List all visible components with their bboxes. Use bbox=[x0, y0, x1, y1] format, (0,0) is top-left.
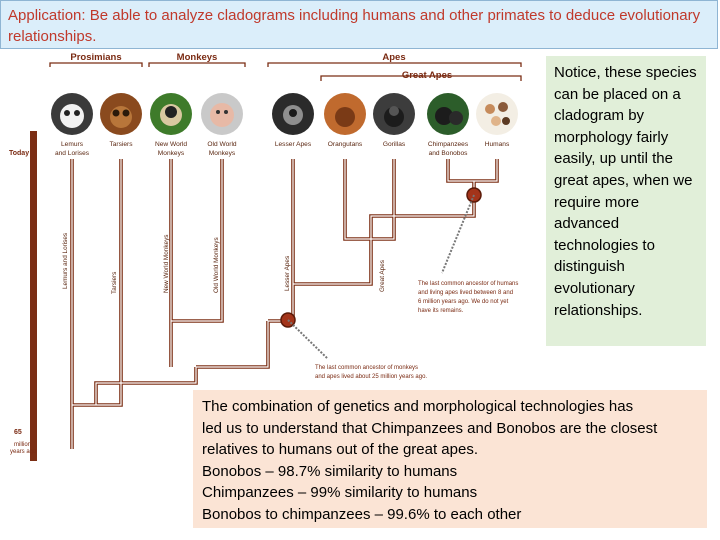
group-label-great-apes: Great Apes bbox=[401, 70, 453, 81]
group-label-apes: Apes bbox=[382, 52, 406, 63]
genetics-line: relatives to humans out of the great apes. bbox=[202, 441, 478, 459]
objective-text: Application: Be able to analyze cladograms including humans and other primates to deduce evolutionary relationships. bbox=[8, 7, 701, 45]
primate-photo-icon bbox=[324, 93, 366, 135]
primate-photo-icon bbox=[150, 93, 192, 135]
branch-label-old-world: Old World Monkeys bbox=[213, 237, 220, 293]
great-ape-note-1: The last common ancestor of humans bbox=[418, 281, 519, 287]
species-label-lemurs-2: and Lorises bbox=[54, 150, 90, 157]
primate-photo-icon bbox=[272, 93, 314, 135]
species-label-new-world-2: Monkeys bbox=[157, 150, 185, 157]
species-photos bbox=[51, 93, 518, 135]
species-label-gorillas: Gorillas bbox=[382, 141, 406, 148]
monkey-ape-pointer bbox=[288, 320, 328, 359]
branch-label-lemurs: Lemurs and Lorises bbox=[62, 232, 69, 289]
group-label-monkeys: Monkeys bbox=[176, 52, 218, 63]
branch-label-new-world: New World Monkeys bbox=[163, 234, 170, 293]
genetics-box bbox=[193, 390, 707, 528]
species-label-lemurs: Lemurs bbox=[61, 141, 83, 148]
species-label-humans: Humans bbox=[484, 141, 510, 148]
species-label-new-world: New World bbox=[154, 141, 188, 148]
genetics-line: The combination of genetics and morphological technologies has bbox=[202, 398, 634, 415]
species-label-chimpanzees-2: and Bonobos bbox=[428, 150, 468, 157]
timeline-unit-label-1: million bbox=[14, 442, 32, 448]
great-ape-note-2: and living apes lived between 8 and bbox=[418, 290, 514, 296]
species-label-chimpanzees: Chimpanzees bbox=[427, 141, 469, 148]
monkey-note-2: and apes lived about 25 million years ago. bbox=[315, 374, 428, 380]
branch-label-tarsiers: Tarsiers bbox=[111, 271, 118, 294]
primate-photo-icon bbox=[100, 93, 142, 135]
notice-box bbox=[546, 56, 706, 346]
species-label-tarsiers: Tarsiers bbox=[109, 141, 133, 148]
species-label-old-world: Old World bbox=[207, 141, 237, 148]
similarity-line-bonobos-humans: Bonobos – 98.7% similarity to humans bbox=[202, 462, 458, 480]
great-ape-note-4: have its remains. bbox=[418, 308, 464, 314]
similarity-line-chimps-humans: Chimpanzees – 99% similarity to humans bbox=[202, 484, 478, 502]
timeline-today-label: Today bbox=[9, 150, 30, 157]
similarity-line-bonobos-chimps: Bonobos to chimpanzees – 99.6% to each other bbox=[202, 505, 522, 523]
primate-photo-icon bbox=[51, 93, 93, 135]
great-ape-note-3: 6 million years ago. We do not yet bbox=[418, 299, 509, 305]
species-label-orangutans: Orangutans bbox=[327, 141, 363, 148]
great-ape-pointer bbox=[442, 195, 474, 273]
branch-label-great-apes: Great Apes bbox=[379, 260, 386, 292]
timeline-mark-label: 65 bbox=[14, 429, 22, 436]
primate-photo-icon bbox=[427, 93, 469, 135]
notice-text: Notice, these species can be placed on a cladogram by morphology fairly easily, up until the great apes, when we require more advanced technologies to distinguish evolutionary relationships. bbox=[554, 64, 697, 319]
group-label-prosimians: Prosimians bbox=[70, 52, 122, 63]
objective-banner bbox=[0, 0, 718, 49]
genetics-line: led us to understand that Chimpanzees and Bonobos are the closest bbox=[202, 419, 658, 437]
primate-photo-icon bbox=[201, 93, 243, 135]
timeline-bar bbox=[30, 131, 37, 461]
primate-photo-icon bbox=[476, 93, 518, 135]
species-label-old-world-2: Monkeys bbox=[208, 150, 236, 157]
timeline-unit-label-2: years ago bbox=[10, 449, 37, 455]
monkey-note-1: The last common ancestor of monkeys bbox=[315, 365, 419, 371]
species-label-lesser-apes: Lesser Apes bbox=[274, 141, 312, 148]
branch-label-lesser-apes: Lesser Apes bbox=[284, 255, 291, 291]
primate-photo-icon bbox=[373, 93, 415, 135]
